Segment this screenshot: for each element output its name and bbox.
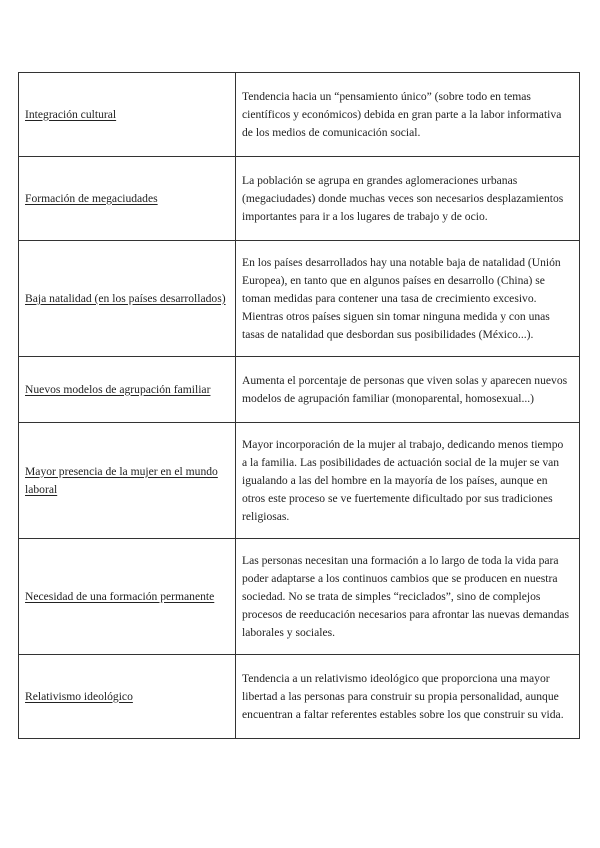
description-cell: La población se agrupa en grandes aglomeraciones urbanas (megaciudades) donde muchas veces son necesarios desplazamientos importantes para ir a los lugares de trabajo y de ocio. <box>236 157 580 241</box>
table-row <box>19 423 580 539</box>
term-cell <box>19 157 236 241</box>
term-label: Necesidad de una formación permanente <box>25 589 215 603</box>
term-label: Formación de megaciudades <box>25 191 158 205</box>
term-label: Relativismo ideológico <box>25 689 133 703</box>
table-row <box>19 539 580 655</box>
term-cell <box>19 539 236 655</box>
description-cell: Tendencia hacia un “pensamiento único” (sobre todo en temas científicos y económicos) debida en gran parte a la labor informativa de los medios de comunicación social. <box>236 73 580 157</box>
term-cell <box>19 423 236 539</box>
term-label: Baja natalidad (en los países desarrollados) <box>25 291 226 305</box>
table-row <box>19 73 580 157</box>
description-cell: Las personas necesitan una formación a lo largo de toda la vida para poder adaptarse a los continuos cambios que se producen en nuestra sociedad. No se trata de simples “reciclados”, sino de complejos procesos de reeducación necesarios para afrontar las nuevas demandas laborales y sociales. <box>236 539 580 655</box>
table-row <box>19 157 580 241</box>
concepts-table <box>18 72 580 739</box>
term-label: Mayor presencia de la mujer en el mundo laboral <box>25 464 218 496</box>
term-cell <box>19 241 236 357</box>
description-cell: En los países desarrollados hay una notable baja de natalidad (Unión Europea), en tanto que en algunos países en desarrollo (China) se toman medidas para contener una tasa de crecimiento excesivo. Mientras otros países siguen sin tomar ninguna medida y con unas tasas de natalidad que desbordan sus posibilidades (México...). <box>236 241 580 357</box>
term-label: Integración cultural <box>25 107 117 121</box>
description-cell: Tendencia a un relativismo ideológico que proporciona una mayor libertad a las personas para construir su propia personalidad, aunque encuentran a faltar referentes estables sobre los que construir su vida. <box>236 655 580 739</box>
table-row <box>19 357 580 423</box>
description-cell: Aumenta el porcentaje de personas que viven solas y aparecen nuevos modelos de agrupación familiar (monoparental, homosexual...) <box>236 357 580 423</box>
term-cell <box>19 73 236 157</box>
term-cell <box>19 655 236 739</box>
term-label: Nuevos modelos de agrupación familiar <box>25 382 211 396</box>
table-row <box>19 241 580 357</box>
table-row <box>19 655 580 739</box>
description-cell: Mayor incorporación de la mujer al trabajo, dedicando menos tiempo a la familia. Las posibilidades de actuación social de la mujer se van igualando a las del hombre en la mayoría de los países, aunque en otros este proceso se ve fuertemente dificultado por sus tradiciones religiosas. <box>236 423 580 539</box>
term-cell <box>19 357 236 423</box>
